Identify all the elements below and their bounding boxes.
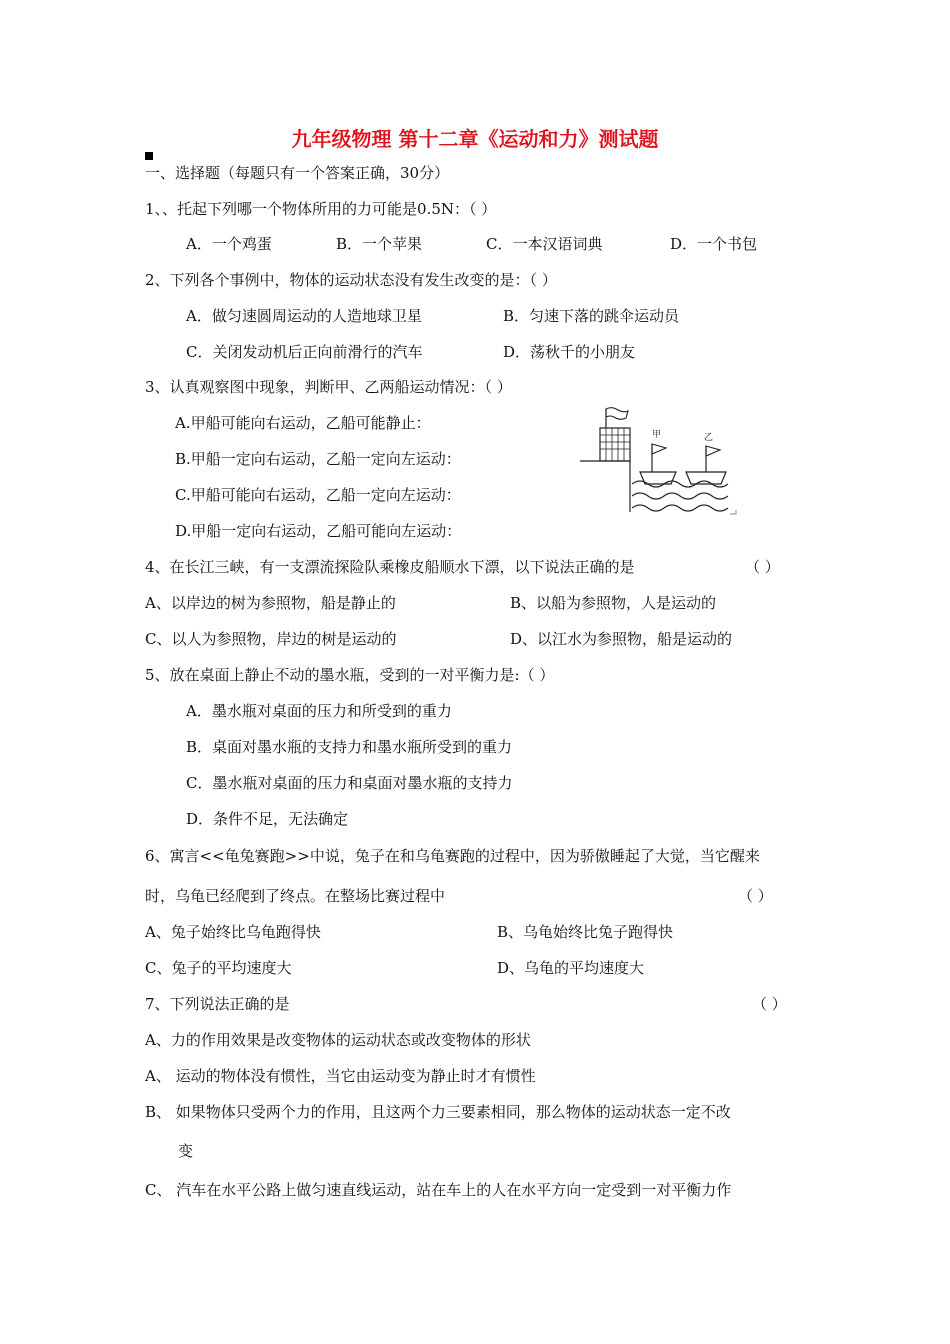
text-line: B.甲船一定向右运动，乙船一定向左运动： — [175, 450, 461, 468]
text-line: A．墨水瓶对桌面的压力和所受到的重力 — [186, 702, 452, 720]
text-line: C.甲船可能向右运动，乙船一定向左运动： — [175, 486, 461, 504]
text-line: D、乌龟的平均速度大 — [497, 959, 645, 977]
text-line: 4、在长江三峡，有一支漂流探险队乘橡皮船顺水下漂，以下说法正确的是 — [145, 558, 635, 576]
bullet-marker — [145, 152, 153, 160]
text-line: B．一个苹果 — [336, 235, 423, 253]
text-line: 时，乌龟已经爬到了终点。在整场比赛过程中 — [145, 887, 446, 905]
text-line: A．一个鸡蛋 — [186, 235, 272, 253]
text-line: （ ） — [745, 558, 780, 576]
text-line: 6、寓言<<龟兔赛跑>>中说，兔子在和乌龟赛跑的过程中，因为骄傲睡起了大觉，当它醒来 — [145, 847, 760, 865]
boats-figure — [578, 404, 748, 522]
text-line: D.甲船一定向右运动，乙船可能向左运动： — [175, 522, 462, 540]
text-line: 2、下列各个事例中，物体的运动状态没有发生改变的是：（ ） — [145, 271, 557, 289]
text-line: D．条件不足，无法确定 — [186, 810, 349, 828]
text-line: B、乌龟始终比兔子跑得快 — [497, 923, 674, 941]
text-line: D、以江水为参照物，船是运动的 — [510, 630, 733, 648]
text-line: C．一本汉语词典 — [486, 235, 603, 253]
text-line: 一、选择题（每题只有一个答案正确，30分） — [145, 164, 450, 182]
text-line: A.甲船可能向右运动，乙船可能静止： — [175, 414, 431, 432]
text-line: B、 如果物体只受两个力的作用，且这两个力三要素相同，那么物体的运动状态一定不改 — [145, 1103, 731, 1121]
text-line: A．做匀速圆周运动的人造地球卫星 — [186, 307, 422, 325]
text-line: 7、下列说法正确的是 — [145, 995, 290, 1013]
text-line: （ ） — [752, 995, 787, 1013]
label-jia: 甲 — [652, 430, 662, 440]
text-line: A、力的作用效果是改变物体的运动状态或改变物体的形状 — [145, 1031, 531, 1049]
text-line: C．关闭发动机后正向前滑行的汽车 — [186, 343, 423, 361]
text-line: 变 — [178, 1142, 194, 1160]
text-line: C．墨水瓶对桌面的压力和桌面对墨水瓶的支持力 — [186, 774, 513, 792]
text-line: A、以岸边的树为参照物，船是静止的 — [145, 594, 396, 612]
text-line: C、以人为参照物，岸边的树是运动的 — [145, 630, 397, 648]
label-yi: 乙 — [704, 433, 714, 443]
text-line: C、 汽车在水平公路上做匀速直线运动，站在车上的人在水平方向一定受到一对平衡力作 — [145, 1181, 732, 1199]
text-line: 5、放在桌面上静止不动的墨水瓶，受到的一对平衡力是:（ ） — [145, 666, 555, 684]
text-line: A、兔子始终比乌龟跑得快 — [145, 923, 321, 941]
text-line: B．匀速下落的跳伞运动员 — [503, 307, 680, 325]
text-line: D．荡秋千的小朋友 — [503, 343, 636, 361]
text-line: B．桌面对墨水瓶的支持力和墨水瓶所受到的重力 — [186, 738, 513, 756]
page-title: 九年级物理 第十二章《运动和力》测试题 — [291, 127, 659, 151]
text-line: B、以船为参照物，人是运动的 — [510, 594, 717, 612]
text-line: D．一个书包 — [670, 235, 758, 253]
text-line: （ ） — [738, 887, 773, 905]
text-line: 1、、托起下列哪一个物体所用的力可能是0.5N：（ ） — [145, 200, 497, 218]
text-line: C、兔子的平均速度大 — [145, 959, 292, 977]
text-line: 3、认真观察图中现象，判断甲、乙两船运动情况：（ ） — [145, 378, 512, 396]
text-line: A、 运动的物体没有惯性，当它由运动变为静止时才有惯性 — [145, 1067, 536, 1085]
